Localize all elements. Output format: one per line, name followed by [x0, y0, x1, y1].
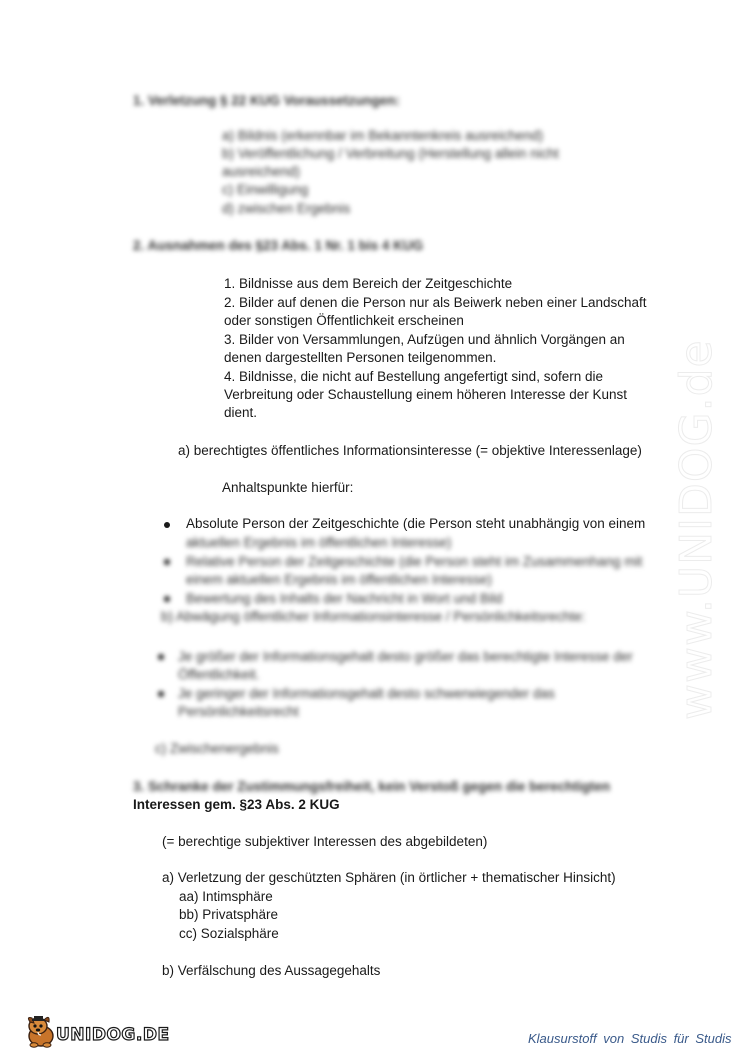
bullet-item-cont: aktuellen Ergebnis im öffentlichen Interesse) [186, 535, 452, 550]
bullet-item-cont: Persönlichkeitsrecht [178, 704, 299, 719]
sphere-item: bb) Privatsphäre [179, 907, 279, 922]
sphere-item: cc) Sozialsphäre [179, 926, 279, 941]
section3-subsection-a: a) Verletzung der geschützten Sphären (in örtlicher + thematischer Hinsicht) [162, 870, 616, 885]
exception-line: dient. [224, 405, 258, 420]
watermark-text: www.UNIDOG.de [671, 339, 722, 720]
section1-item: d) zwischen Ergebnis [222, 201, 351, 216]
section1-item: ausreichend) [222, 164, 301, 179]
dog-logo-icon [22, 1014, 60, 1050]
section3-subsection-b: b) Verfälschung des Aussagegehalts [162, 963, 381, 978]
exception-line: 3. Bilder von Versammlungen, Aufzügen und ähnlich Vorgängen an [224, 332, 625, 347]
bullet-dot-icon [158, 691, 164, 697]
footer-slogan: Klausurstoff von Studis für Studis [528, 1031, 732, 1046]
bullet-dot-icon [158, 654, 164, 660]
bullet-dot-icon [164, 559, 170, 565]
bullet-item: Je größer der Informationsgehalt desto größer das berechtigte Interesse der [178, 649, 633, 664]
exception-line: 2. Bilder auf denen die Person nur als Beiwerk neben einer Landschaft [224, 295, 647, 310]
sphere-item: aa) Intimsphäre [179, 889, 273, 904]
subsection-b: b) Abwägung öffentlicher Informationsinteresse / Persönlichkeitsrechte: [161, 609, 586, 624]
anhaltspunkte-label: Anhaltspunkte hierfür: [222, 480, 354, 495]
logo-text: UNIDOG.DE [56, 1024, 170, 1045]
bullet-item-cont: Öffentlichkeit. [178, 667, 260, 682]
section1-item: c) Einwilligung [222, 182, 309, 197]
unidog-logo [22, 1014, 170, 1050]
bullet-item-cont: einem aktuellen Ergebnis im öffentlichen Interesse) [186, 572, 492, 587]
section3-heading-line1: 3. Schranke der Zustimmungsfreiheit, kein Verstoß gegen die berechtigten [133, 779, 611, 794]
section3-note: (= berechtige subjektiver Interessen des abgebildeten) [162, 834, 488, 849]
subsection-c: c) Zwischenergebnis [155, 741, 279, 756]
section3-heading-line2: Interessen gem. §23 Abs. 2 KUG [133, 797, 340, 812]
exception-line: oder sonstigen Öffentlichkeit erscheinen [224, 313, 464, 328]
exception-line: 4. Bildnisse, die nicht auf Bestellung angefertigt sind, sofern die [224, 369, 603, 384]
exception-line: 1. Bildnisse aus dem Bereich der Zeitgeschichte [224, 276, 513, 291]
bullet-item: Bewertung des Inhalts der Nachricht in Wort und Bild [186, 591, 503, 606]
bullet-item: Absolute Person der Zeitgeschichte (die Person steht unabhängig von einem [186, 516, 646, 531]
section1-heading: 1. Verletzung § 22 KUG Voraussetzungen: [133, 93, 400, 108]
bullet-dot-icon [164, 596, 170, 602]
section1-item: b) Veröffentlichung / Verbreitung (Herstellung allein nicht [222, 146, 559, 161]
section2-heading: 2. Ausnahmen des §23 Abs. 1 Nr. 1 bis 4 KUG [133, 238, 424, 253]
bullet-item: Je geringer der Informationsgehalt desto schwerwiegender das [178, 686, 555, 701]
bullet-item: Relative Person der Zeitgeschichte (die Person steht im Zusammenhang mit [186, 554, 643, 569]
bullet-dot-icon [164, 522, 170, 528]
exception-line: Verbreitung oder Schaustellung einem höheren Interesse der Kunst [224, 387, 628, 402]
exception-line: denen dargestellten Personen teilgenommen. [224, 350, 497, 365]
subsection-a: a) berechtigtes öffentliches Informationsinteresse (= objektive Interessenlage) [178, 443, 642, 458]
section1-item: a) Bildnis (erkennbar im Bekanntenkreis ausreichend) [222, 128, 544, 143]
